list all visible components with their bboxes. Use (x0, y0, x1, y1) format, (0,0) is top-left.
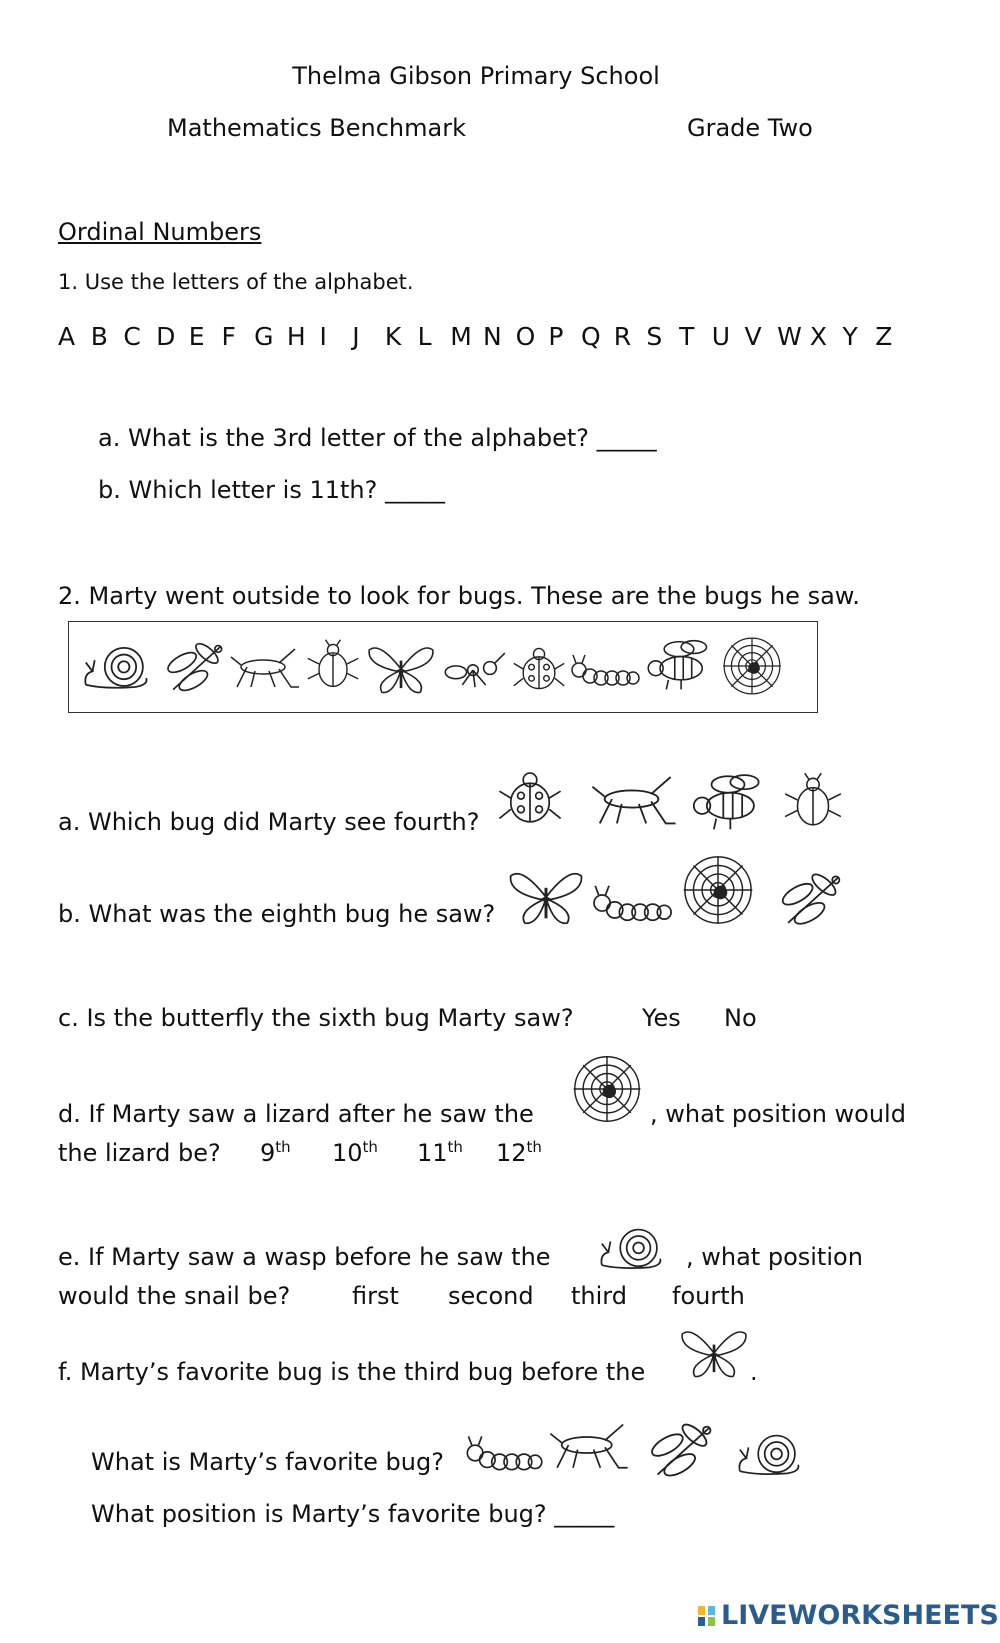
option-10th[interactable]: 10th (332, 1138, 378, 1167)
caterpillar-icon[interactable] (590, 880, 674, 926)
ant-icon (441, 642, 507, 694)
q2b-question: b. What was the eighth bug he saw? (58, 900, 496, 928)
ladybug-icon (511, 638, 567, 700)
grasshopper-icon[interactable] (590, 768, 678, 830)
beetle-icon[interactable] (782, 762, 844, 838)
option-fourth[interactable]: fourth (672, 1282, 745, 1310)
grasshopper-icon (229, 638, 301, 696)
ladybug-icon[interactable] (496, 762, 564, 834)
beetle-icon (305, 630, 361, 698)
alphabet-letter: O (515, 322, 536, 351)
option-9th[interactable]: 9th (260, 1138, 291, 1167)
spider-web-icon (566, 1052, 648, 1126)
favorite-position-question[interactable]: What position is Marty’s favorite bug? _____ (91, 1500, 615, 1528)
alphabet-letter: E (188, 322, 205, 351)
q1a-question[interactable]: a. What is the 3rd letter of the alphabet? _____ (98, 424, 657, 452)
section-title: Ordinal Numbers (58, 218, 262, 246)
q2e-line2: would the snail be? (58, 1282, 291, 1310)
option-third[interactable]: third (571, 1282, 627, 1310)
liveworksheets-brand: LIVEWORKSHEETS (721, 1600, 999, 1631)
alphabet-letter: T (679, 322, 695, 351)
dragonfly-icon[interactable] (764, 868, 848, 930)
alphabet-letter: F (221, 322, 236, 351)
q2f-period: . (750, 1358, 758, 1386)
alphabet-letter: W (777, 322, 802, 351)
alphabet-letter: S (646, 322, 663, 351)
alphabet-letter: M (450, 322, 472, 351)
alphabet-letter: Y (842, 322, 858, 351)
snail-icon (590, 1222, 672, 1276)
alphabet-letter: N (482, 322, 502, 351)
alphabet-letter: R (613, 322, 632, 351)
butterfly-icon[interactable] (506, 864, 586, 928)
snail-icon (81, 640, 151, 696)
q1-prompt: 1. Use the letters of the alphabet. (58, 270, 414, 294)
option-12th[interactable]: 12th (496, 1138, 542, 1167)
grade-label: Grade Two (687, 114, 813, 142)
q2f-question: f. Marty’s favorite bug is the third bug before the (58, 1358, 646, 1386)
no-option[interactable]: No (724, 1004, 757, 1032)
q2e-question-cont: , what position (686, 1243, 863, 1271)
option-second[interactable]: second (448, 1282, 534, 1310)
snail-icon[interactable] (728, 1428, 810, 1482)
caterpillar-icon (569, 648, 641, 692)
alphabet-letter: I (319, 322, 327, 351)
alphabet-letter: H (286, 322, 306, 351)
alphabet-letter: A (58, 322, 76, 351)
alphabet-letter: B (90, 322, 108, 351)
alphabet-letter: P (548, 322, 564, 351)
q2a-question: a. Which bug did Marty see fourth? (58, 808, 480, 836)
alphabet-letter: X (809, 322, 827, 351)
butterfly-icon (678, 1322, 750, 1382)
alphabet-letter: J (352, 322, 360, 351)
q2d-line2: the lizard be? (58, 1139, 221, 1167)
alphabet-letter: U (711, 322, 731, 351)
butterfly-icon (365, 636, 437, 700)
alphabet-letter: D (156, 322, 176, 351)
alphabet-letter: C (123, 322, 141, 351)
liveworksheets-logo (697, 1600, 999, 1631)
bee-icon (643, 632, 715, 696)
q2c-question: c. Is the butterfly the sixth bug Marty saw? (58, 1004, 574, 1032)
option-11th[interactable]: 11th (417, 1138, 463, 1167)
grasshopper-icon[interactable] (548, 1414, 630, 1476)
dragonfly-icon (155, 636, 225, 698)
q1b-question[interactable]: b. Which letter is 11th? _____ (98, 476, 445, 504)
alphabet-letter: Q (581, 322, 601, 351)
school-name: Thelma Gibson Primary School (292, 62, 660, 90)
caterpillar-icon[interactable] (464, 1428, 544, 1478)
q2d-question-cont: , what position would (650, 1100, 906, 1128)
alphabet-row (58, 322, 908, 351)
dragonfly-icon[interactable] (634, 1418, 718, 1482)
yes-option[interactable]: Yes (642, 1004, 681, 1032)
bee-icon[interactable] (686, 768, 770, 834)
alphabet-letter: V (744, 322, 762, 351)
bug-sequence-box (68, 621, 818, 713)
liveworksheets-logo-icon (697, 1604, 717, 1628)
spider-web-icon (719, 634, 785, 698)
subject-title: Mathematics Benchmark (167, 114, 466, 142)
spider-web-icon[interactable] (678, 852, 758, 928)
alphabet-letter: G (254, 322, 274, 351)
q2-prompt: 2. Marty went outside to look for bugs. These are the bugs he saw. (58, 582, 860, 610)
q2d-question: d. If Marty saw a lizard after he saw the (58, 1100, 534, 1128)
option-first[interactable]: first (352, 1282, 399, 1310)
alphabet-letter: K (384, 322, 402, 351)
favorite-bug-question: What is Marty’s favorite bug? (91, 1448, 444, 1476)
q2e-question: e. If Marty saw a wasp before he saw the (58, 1243, 551, 1271)
alphabet-letter: Z (875, 322, 893, 351)
alphabet-letter: L (417, 322, 432, 351)
